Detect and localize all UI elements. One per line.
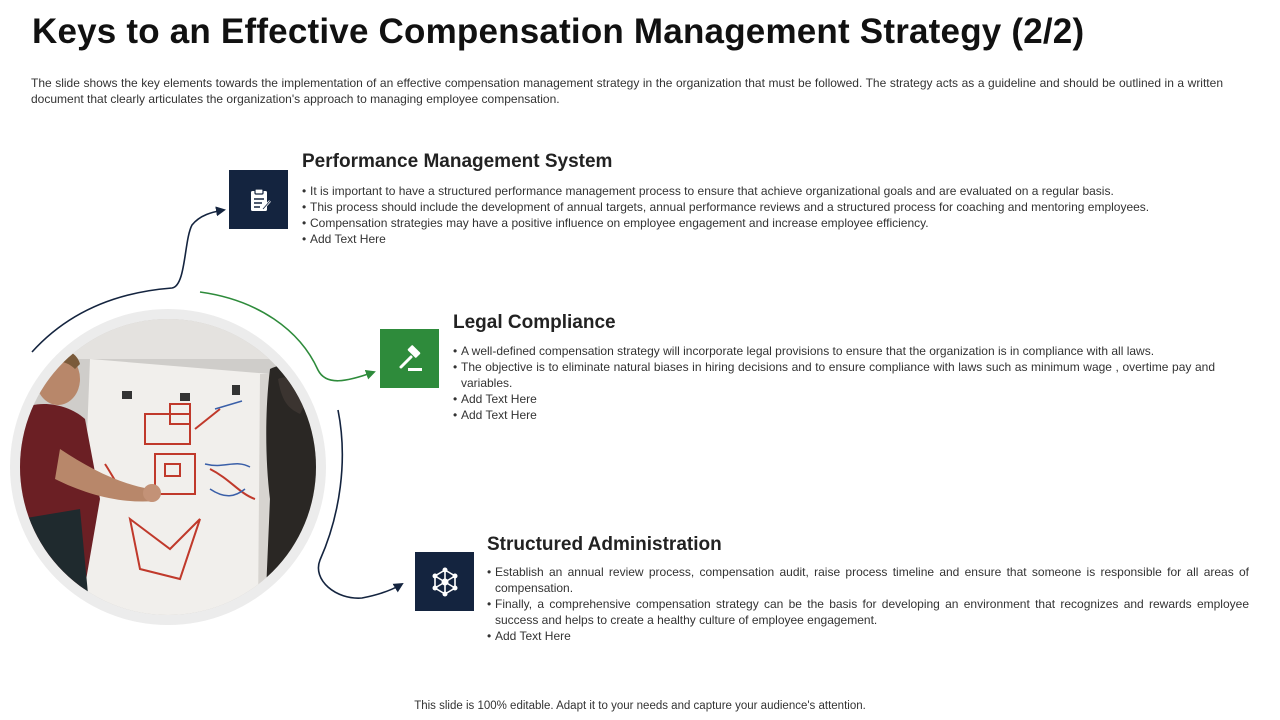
bullet-list-performance	[302, 183, 1252, 247]
bullet-list-legal	[453, 343, 1215, 423]
bullet-list-administration	[487, 564, 1249, 644]
administration-icon-box	[415, 552, 474, 611]
list-item: • Add Text Here	[453, 391, 1215, 407]
section-title-legal: Legal Compliance	[453, 312, 616, 333]
list-item: • This process should include the development of annual targets, annual performance reviews and a structured process for coaching and mentoring employees.	[302, 199, 1252, 215]
list-item: • Add Text Here	[302, 231, 1252, 247]
list-item: • Finally, a comprehensive compensation strategy can be the basis for developing an environment that recognizes and rewards employee success and helps to create a healthy culture of employee engagement.	[487, 596, 1249, 628]
list-item: • Add Text Here	[487, 628, 1249, 644]
arc-to-performance	[32, 210, 224, 352]
network-icon	[430, 567, 460, 597]
intro-paragraph: The slide shows the key elements towards the implementation of an effective compensation management strategy in the organization that must be followed. The strategy acts as a guideline and should be outlined in a written document that clearly articulates the organization's approach to managing employee compensation.	[31, 76, 1223, 106]
section-title-performance: Performance Management System	[302, 151, 613, 172]
list-item: • Add Text Here	[453, 407, 1215, 423]
legal-icon-box	[380, 329, 439, 388]
clipboard-icon	[246, 187, 272, 213]
list-item: • The objective is to eliminate natural biases in hiring decisions and to ensure compliance with laws such as minimum wage , overtime pay and variables.	[453, 359, 1215, 391]
section-title-administration: Structured Administration	[487, 534, 722, 555]
performance-icon-box	[229, 170, 288, 229]
list-item: • Compensation strategies may have a positive influence on employee engagement and increase employee efficiency.	[302, 215, 1252, 231]
slide-title: Keys to an Effective Compensation Management Strategy (2/2)	[32, 12, 1085, 51]
gavel-icon	[395, 344, 425, 374]
list-item: • A well-defined compensation strategy will incorporate legal provisions to ensure that the organization is in compliance with all laws.	[453, 343, 1215, 359]
list-item: • Establish an annual review process, compensation audit, raise process timeline and ensure that someone is responsible for all areas of compensation.	[487, 564, 1249, 596]
arc-to-legal	[200, 292, 374, 381]
list-item: • It is important to have a structured performance management process to ensure that achieve organizational goals and are evaluated on a regular basis.	[302, 183, 1252, 199]
footer-note: This slide is 100% editable. Adapt it to your needs and capture your audience's attention.	[414, 700, 866, 712]
arc-to-administration	[318, 410, 402, 598]
